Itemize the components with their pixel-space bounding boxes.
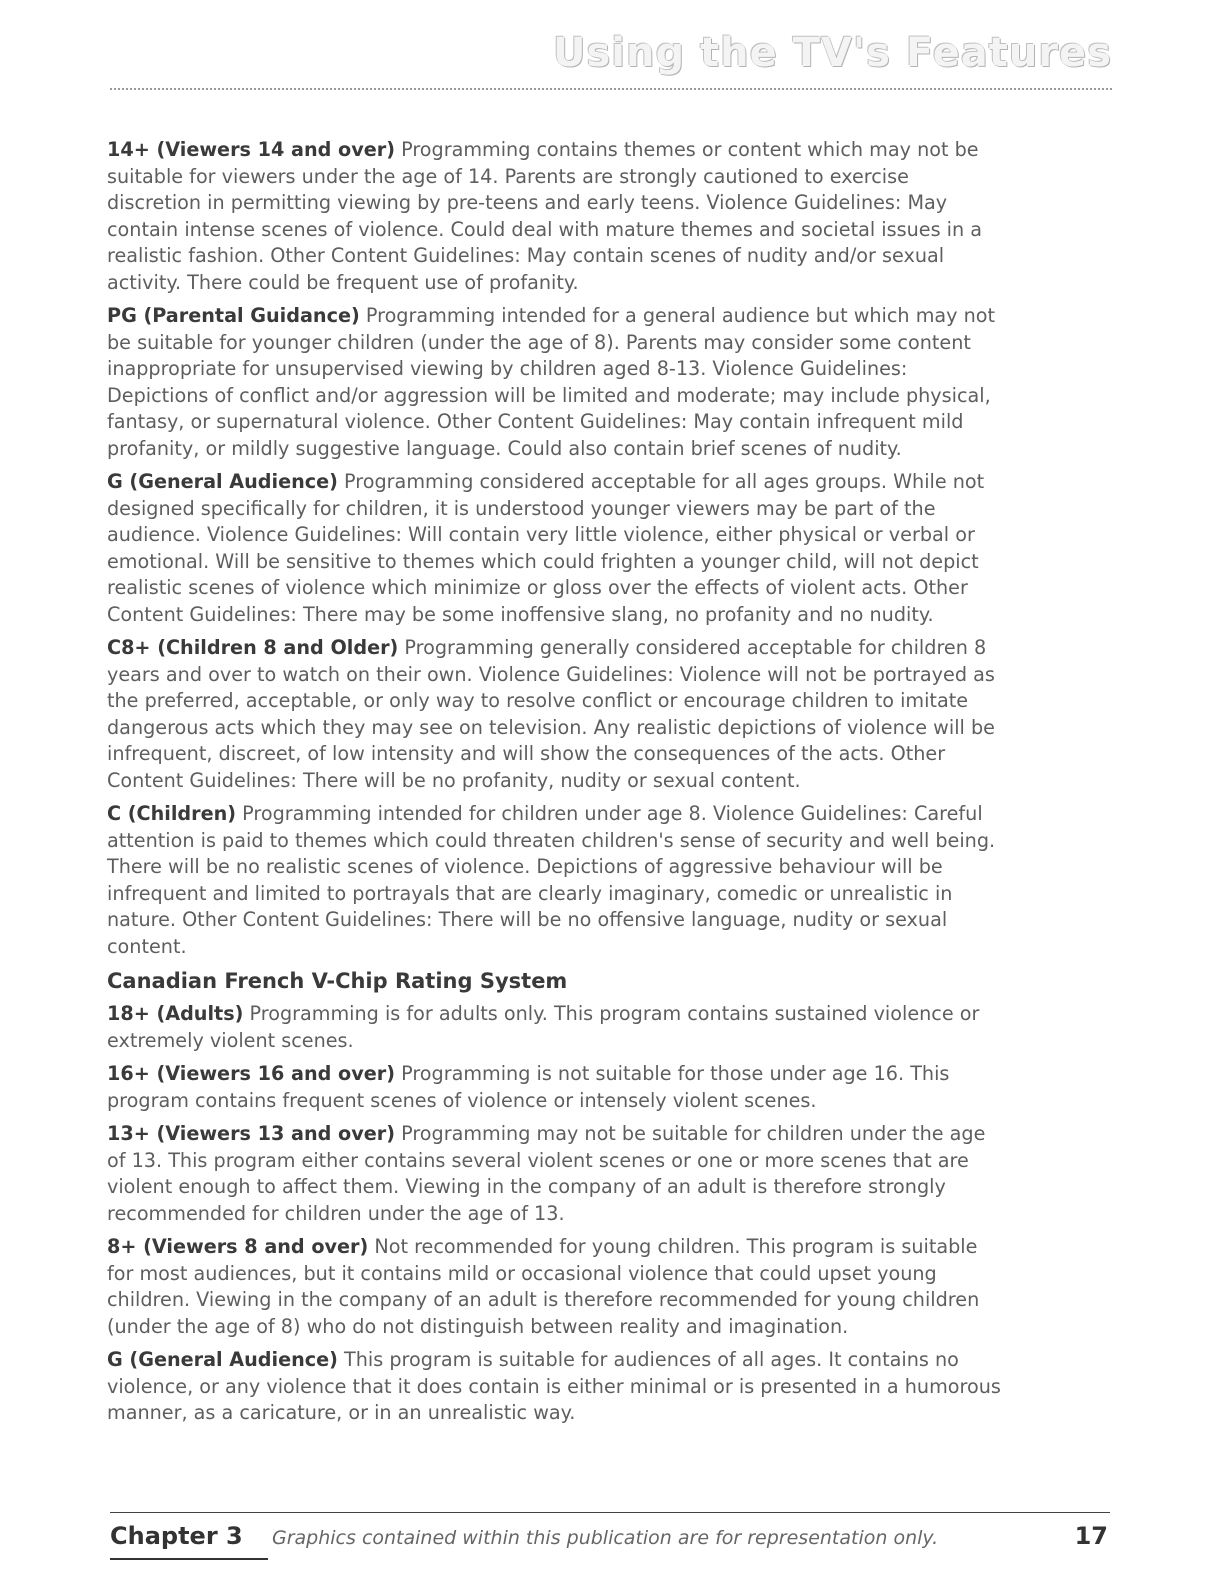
rating-term: 13+ (Viewers 13 and over): [107, 1122, 395, 1145]
rating-term: PG (Parental Guidance): [107, 304, 360, 327]
page-number: 17: [1074, 1522, 1108, 1550]
rating-term: G (General Audience): [107, 1348, 338, 1371]
rating-description: Programming may not be suitable for children under the age of 13. This program either contains several violent scenes or one or more scenes that are violent enough to affect them. Viewing in the company of an adult is therefore strongly recommended for children under the age of 13.: [107, 1122, 986, 1225]
rating-description: Programming generally considered acceptable for children 8 years and over to watch on their own. Violence Guidelines: Violence will not be portrayed as the preferred, acceptable, or only way to resolve conflict or encourage children to imitate dangerous acts which they may see on television. Any realistic depictions of violence will be infrequent, discreet, of low intensity and will show the consequences of the acts. Other Content Guidelines: There will be no profanity, nudity or sexual content.: [107, 636, 995, 792]
rating-description: Programming intended for a general audience but which may not be suitable for younger children (under the age of 8). Parents may consider some content inappropriate for unsupervised viewing by children aged 8-13. Violence Guidelines: Depictions of conflict and/or aggression will be limited and moderate; may include physical, fantasy, or supernatural violence. Other Content Guidelines: May contain infrequent mild profanity, or mildly suggestive language. Could also contain brief scenes of nudity.: [107, 304, 996, 460]
rating-paragraph-16plus: [107, 1061, 1002, 1114]
footer-disclaimer: Graphics contained within this publication are for representation only.: [272, 1527, 939, 1549]
chapter-underline: [110, 1558, 268, 1560]
rating-paragraph-8plus: [107, 1234, 1002, 1340]
section-heading-canadian-french: Canadian French V-Chip Rating System: [107, 969, 568, 993]
rating-paragraph-g-french: [107, 1347, 1002, 1427]
rating-paragraph-g: [107, 469, 1002, 628]
rating-paragraph-pg: [107, 303, 1002, 462]
rating-paragraph-14plus: [107, 137, 1002, 296]
rating-term: 16+ (Viewers 16 and over): [107, 1062, 395, 1085]
rating-term: C (Children): [107, 802, 237, 825]
chapter-label: Chapter 3: [110, 1522, 243, 1550]
rating-paragraph-c8plus: [107, 635, 1002, 794]
rating-paragraph-13plus: [107, 1121, 1002, 1227]
rating-description: Programming is not suitable for those under age 16. This program contains frequent scenes of violence or intensely violent scenes.: [107, 1062, 950, 1112]
footer-divider: [110, 1512, 1110, 1513]
header-divider: [110, 88, 1112, 90]
rating-term: 8+ (Viewers 8 and over): [107, 1235, 369, 1258]
page-header-title: Using the TV's Features: [553, 30, 1112, 76]
rating-description: Programming considered acceptable for all ages groups. While not designed specifically for children, it is understood younger viewers may be part of the audience. Violence Guidelines: Will contain very little violence, either physical or verbal or emotional. Will be sensitive to themes which could frighten a younger child, will not depict realistic scenes of violence which minimize or gloss over the effects of violent acts. Other Content Guidelines: There may be some inoffensive slang, no profanity and no nudity.: [107, 470, 985, 626]
rating-paragraph-c: [107, 801, 1002, 960]
page-footer: [110, 1522, 1110, 1562]
rating-term: 14+ (Viewers 14 and over): [107, 138, 395, 161]
rating-term: 18+ (Adults): [107, 1002, 244, 1025]
rating-description: This program is suitable for audiences of all ages. It contains no violence, or any violence that it does contain is either minimal or is presented in a humorous manner, as a caricature, or in an unrealistic way.: [107, 1348, 1001, 1424]
rating-description: Programming contains themes or content which may not be suitable for viewers under the age of 14. Parents are strongly cautioned to exercise discretion in permitting viewing by pre-teens and early teens. Violence Guidelines: May contain intense scenes of violence. Could deal with mature themes and societal issues in a realistic fashion. Other Content Guidelines: May contain scenes of nudity and/or sexual activity. There could be frequent use of profanity.: [107, 138, 983, 294]
main-content: [107, 137, 1002, 1434]
rating-term: G (General Audience): [107, 470, 338, 493]
rating-description: Programming intended for children under age 8. Violence Guidelines: Careful attention is paid to themes which could threaten children's sense of security and well being. There will be no realistic scenes of violence. Depictions of aggressive behaviour will be infrequent and limited to portrayals that are clearly imaginary, comedic or unrealistic in nature. Other Content Guidelines: There will be no offensive language, nudity or sexual content.: [107, 802, 996, 958]
rating-description: Not recommended for young children. This program is suitable for most audiences, but it contains mild or occasional violence that could upset young children. Viewing in the company of an adult is therefore recommended for young children (under the age of 8) who do not distinguish between reality and imagination.: [107, 1235, 980, 1338]
rating-term: C8+ (Children 8 and Older): [107, 636, 399, 659]
rating-paragraph-18plus: [107, 1001, 1002, 1054]
rating-description: Programming is for adults only. This program contains sustained violence or extremely violent scenes.: [107, 1002, 980, 1052]
